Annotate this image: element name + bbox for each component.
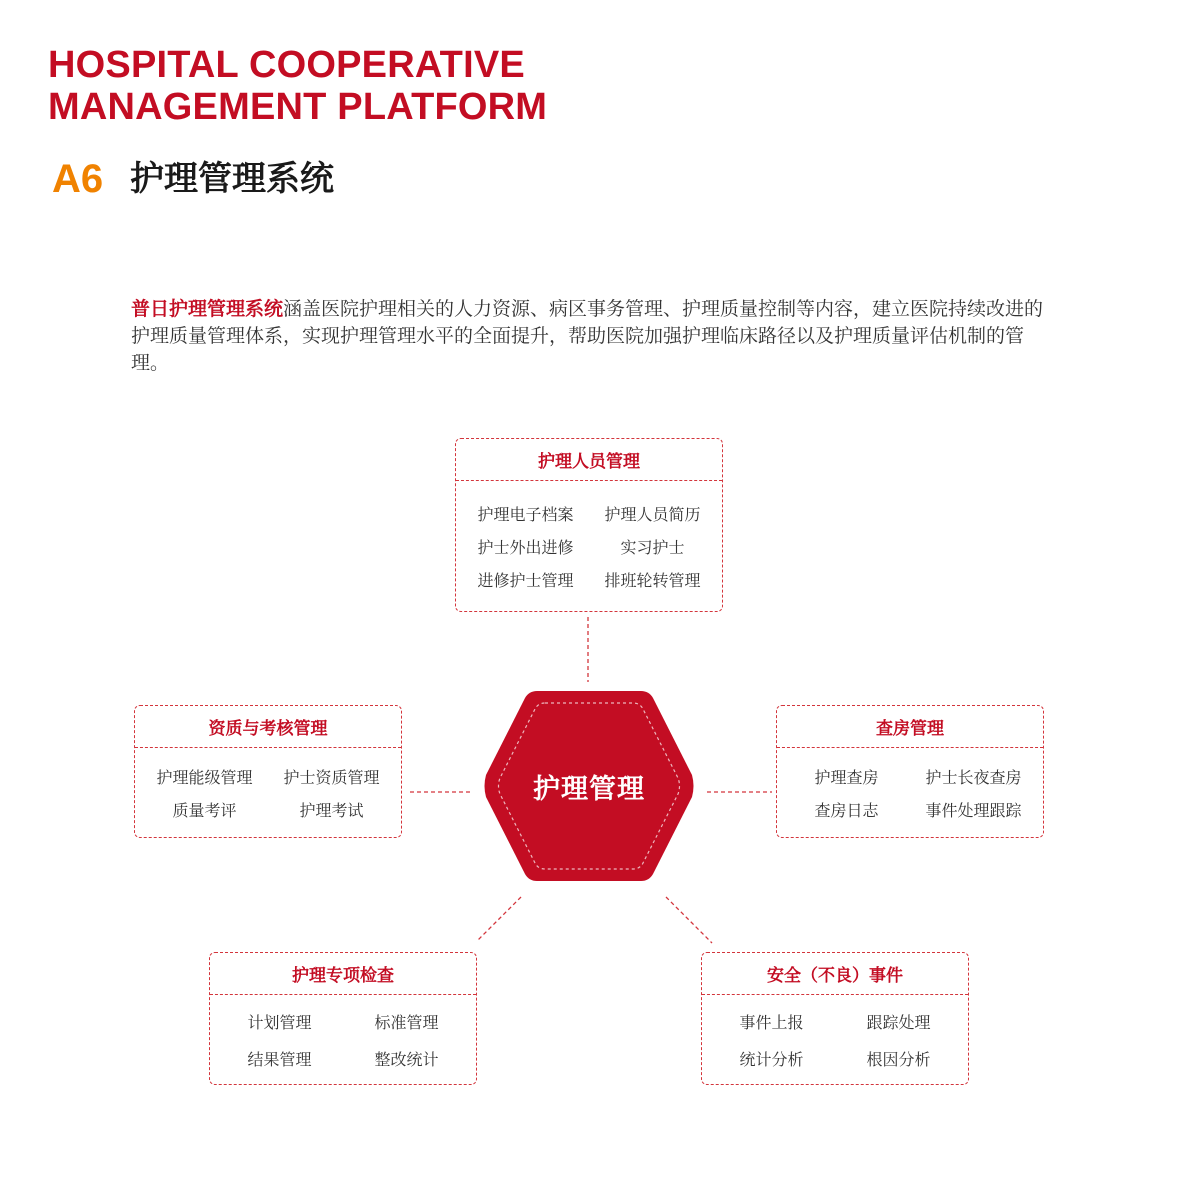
- module-nurse-staff: [455, 438, 723, 612]
- module-title: 安全（不良）事件: [702, 953, 968, 995]
- module-special-inspection: [209, 952, 477, 1085]
- module-item: 护理能级管理: [156, 767, 253, 787]
- module-item: 跟踪处理: [866, 1012, 931, 1032]
- connector-bottom-right: [666, 897, 712, 943]
- module-item: 进修护士管理: [477, 570, 574, 590]
- module-items: [456, 481, 722, 611]
- module-item: 事件处理跟踪: [925, 800, 1022, 820]
- module-title: 资质与考核管理: [135, 706, 401, 748]
- module-item: 护士长夜查房: [925, 767, 1022, 787]
- module-items: [135, 748, 401, 837]
- module-item: 实习护士: [620, 537, 685, 557]
- module-item: 护士资质管理: [283, 767, 380, 787]
- module-item: 质量考评: [172, 800, 237, 820]
- module-item: 护理电子档案: [477, 504, 574, 524]
- center-hexagon: [481, 687, 697, 885]
- module-item: 查房日志: [814, 800, 879, 820]
- module-item: 排班轮转管理: [604, 570, 701, 590]
- intro-brand: 普日护理管理系统: [131, 298, 284, 320]
- module-item: 根因分析: [866, 1049, 931, 1069]
- module-title: 护理人员管理: [456, 439, 722, 481]
- platform-title-line-2: MANAGEMENT PLATFORM: [48, 86, 548, 128]
- module-items: [210, 995, 476, 1084]
- intro-text: 涵盖医院护理相关的人力资源、病区事务管理、护理质量控制等内容，建立医院持续改进的护理质量管理体系，实现护理管理水平的全面提升，帮助医院加强护理临床路径以及护理质量评估机制的管理。: [131, 298, 1044, 374]
- module-item: 护理人员简历: [604, 504, 701, 524]
- center-label: 护理管理: [533, 773, 645, 805]
- module-title: 护理专项检查: [210, 953, 476, 995]
- module-item: 计划管理: [247, 1012, 312, 1032]
- platform-title-line-1: HOSPITAL COOPERATIVE: [48, 44, 525, 86]
- module-item: 护理考试: [299, 800, 364, 820]
- module-item: 标准管理: [374, 1012, 439, 1032]
- module-item: 结果管理: [247, 1049, 312, 1069]
- section-name: 护理管理系统: [130, 159, 334, 199]
- module-items: [702, 995, 968, 1084]
- module-item: 事件上报: [739, 1012, 804, 1032]
- connector-bottom-left: [477, 897, 521, 941]
- module-item: 整改统计: [374, 1049, 439, 1069]
- module-qualification: [134, 705, 402, 838]
- module-adverse-events: [701, 952, 969, 1085]
- module-item: 统计分析: [739, 1049, 804, 1069]
- module-title: 查房管理: [777, 706, 1043, 748]
- module-item: 护士外出进修: [477, 537, 574, 557]
- section-code: A6: [52, 157, 104, 201]
- module-item: 护理查房: [814, 767, 879, 787]
- module-ward-rounds: [776, 705, 1044, 838]
- module-items: [777, 748, 1043, 837]
